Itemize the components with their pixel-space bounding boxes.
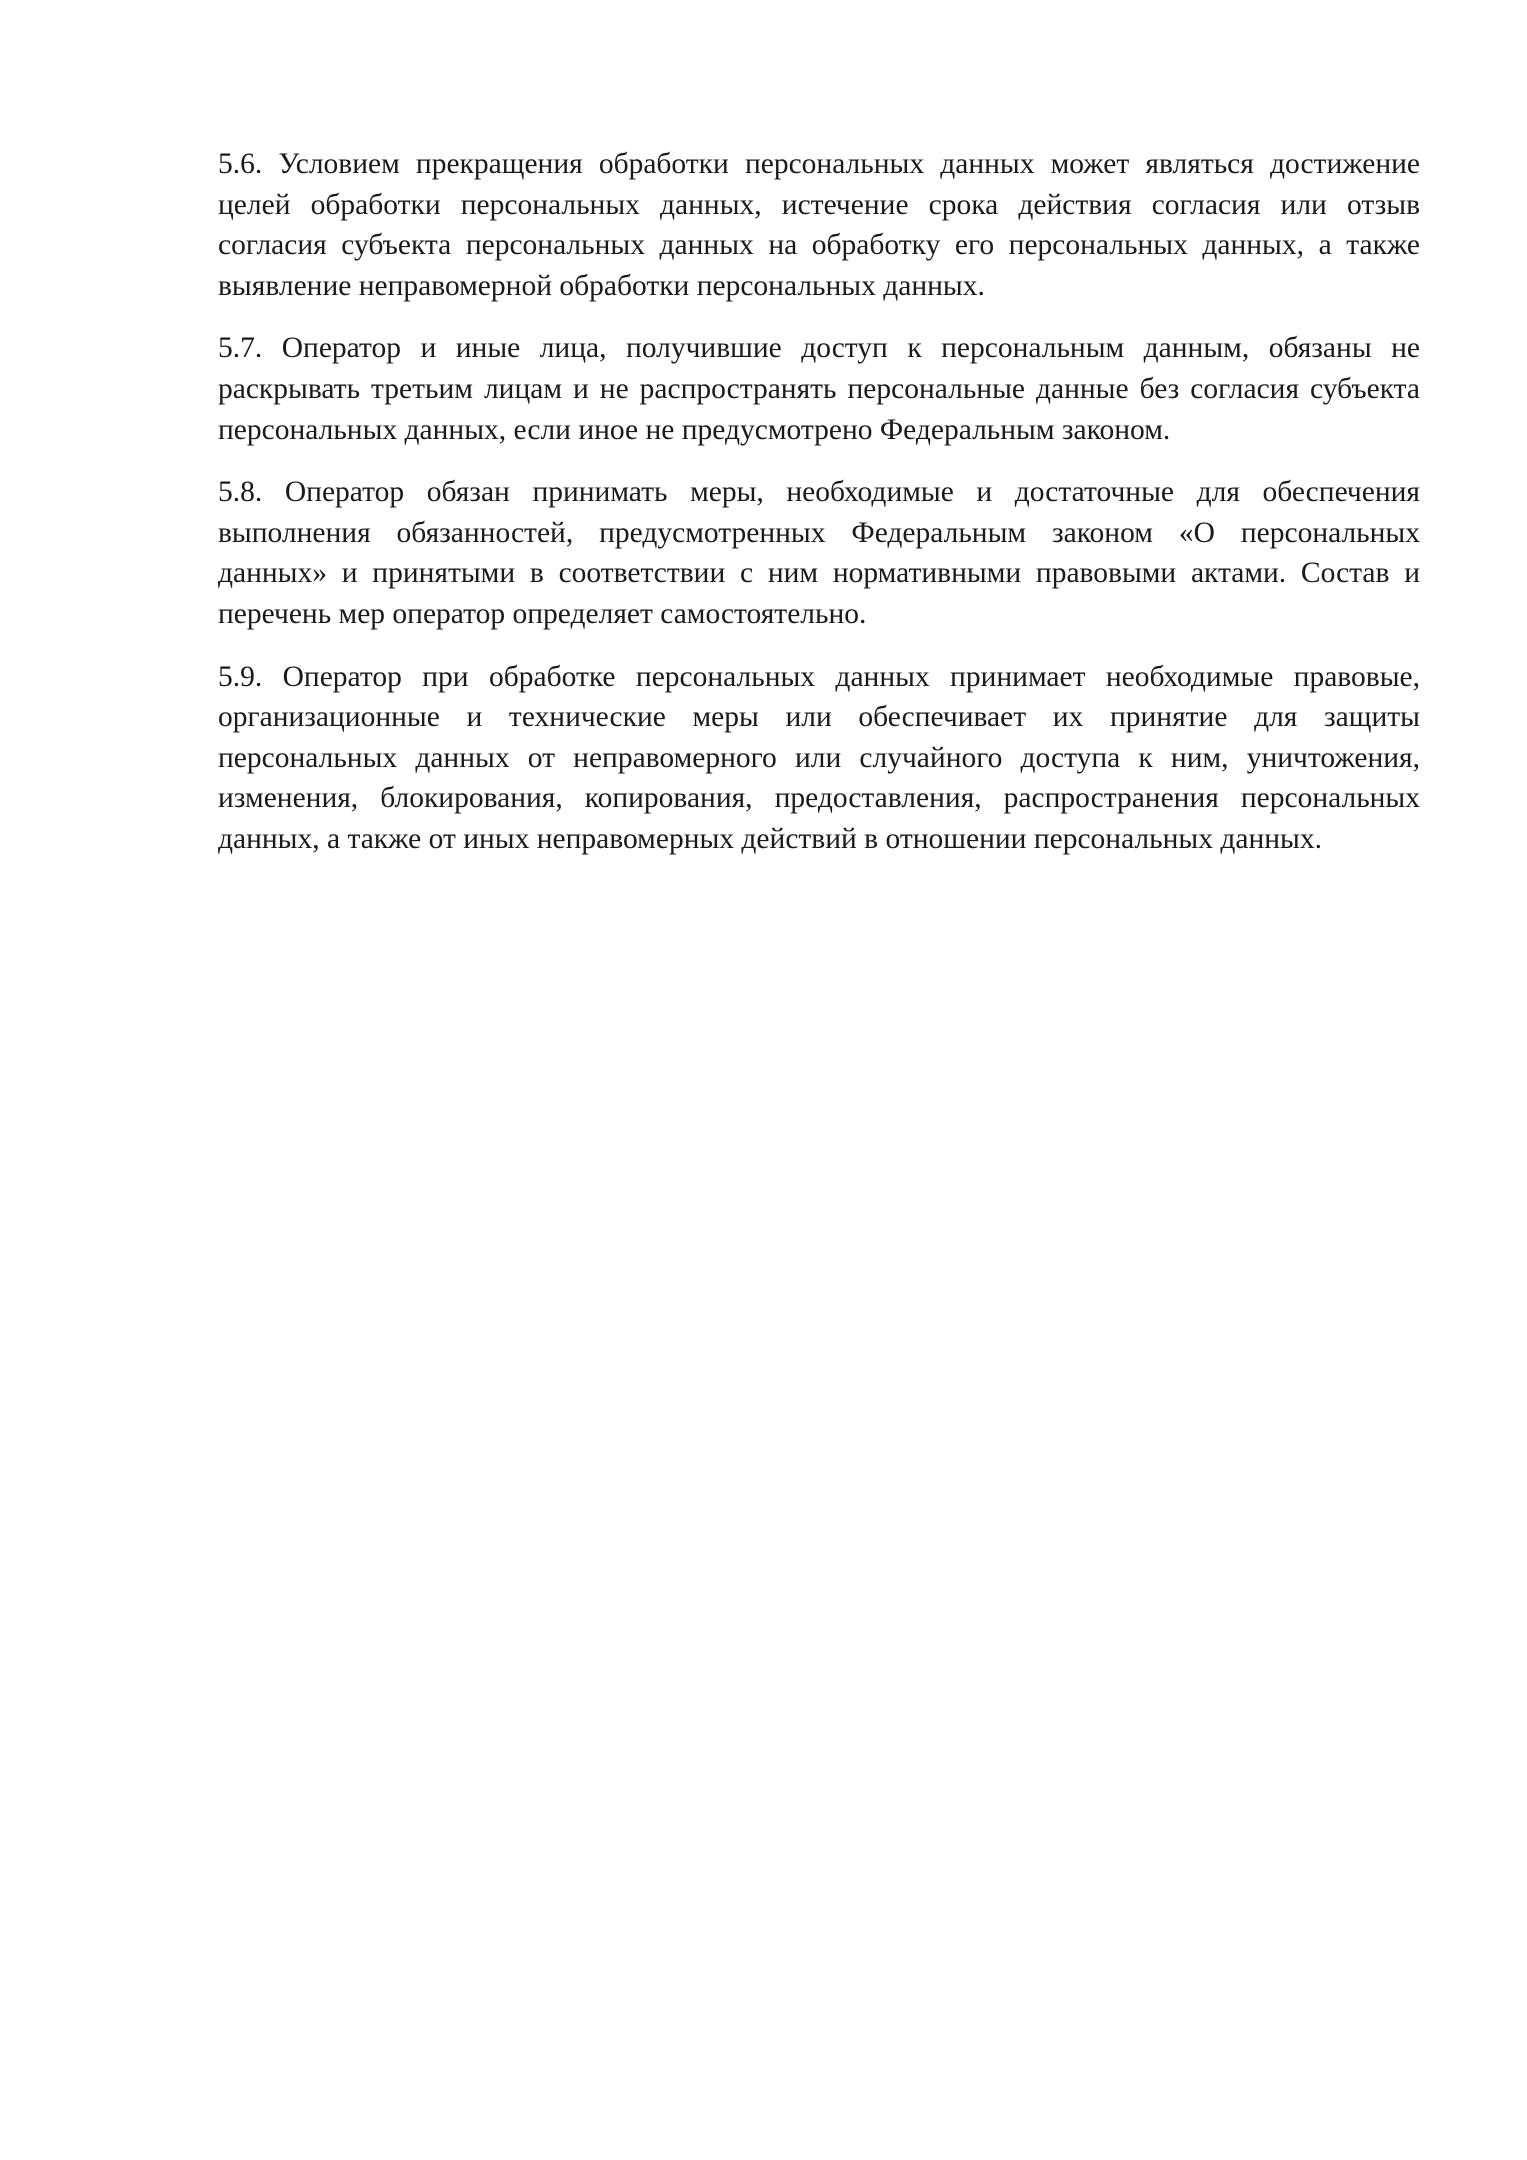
- paragraph-5-8: 5.8. Оператор обязан принимать меры, необходимые и достаточные для обеспечения выполнения обязанностей, предусмотренных Федеральным законом «О персональных данных» и принятыми в соответствии с ним нормативными правовыми актами. Состав и перечень мер оператор определяет самостоятельно.: [218, 476, 1420, 630]
- paragraph-5-9: 5.9. Оператор при обработке персональных данных принимает необходимые правовые, организационные и технические меры или обеспечивает их принятие для защиты персональных данных от неправомерного или случайного доступа к ним, уничтожения, изменения, блокирования, копирования, предоставления, распространения персональных данных, а также от иных неправомерных действий в отношении персональных данных.: [218, 660, 1420, 855]
- paragraph-5-6: 5.6. Условием прекращения обработки персональных данных может являться достижение целей обработки персональных данных, истечение срока действия согласия или отзыв согласия субъекта персональных данных на обработку его персональных данных, а также выявление неправомерной обработки персональных данных.: [218, 148, 1420, 302]
- paragraph-5-7: 5.7. Оператор и иные лица, получившие доступ к персональным данным, обязаны не раскрывать третьим лицам и не распространять персональные данные без согласия субъекта персональных данных, если иное не предусмотрено Федеральным законом.: [218, 332, 1420, 446]
- document-body: [218, 144, 1420, 882]
